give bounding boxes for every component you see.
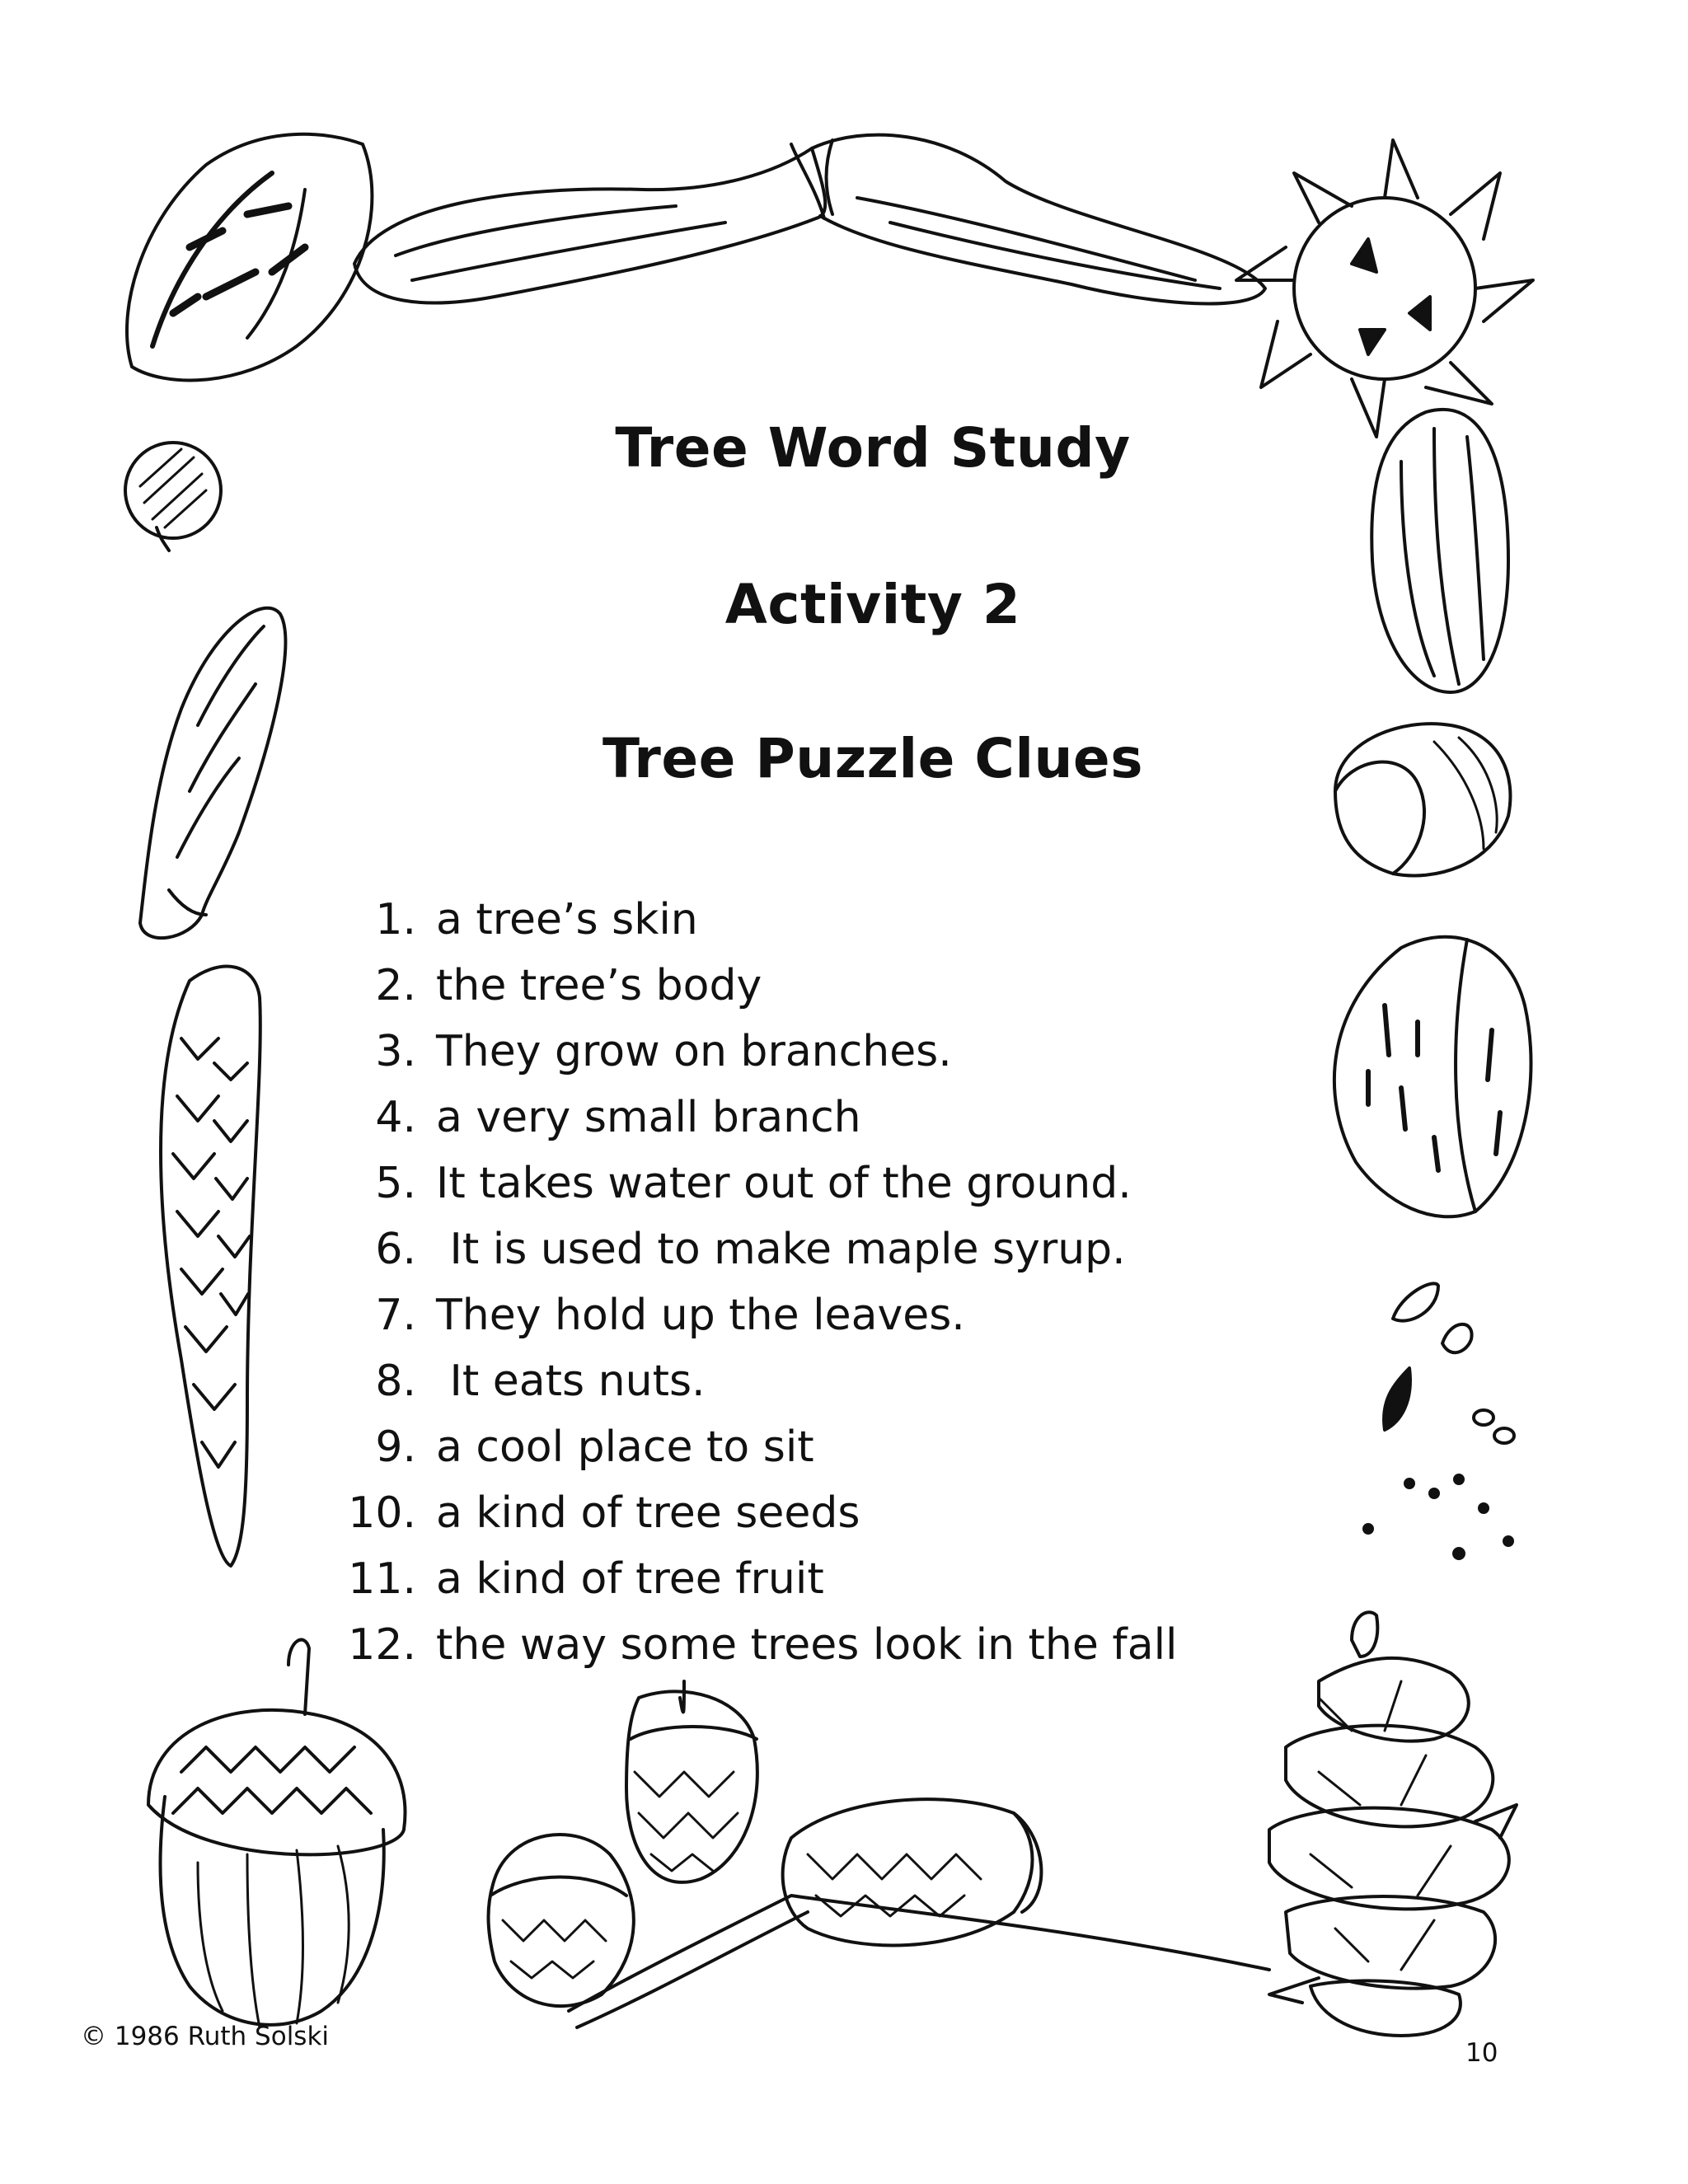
clue-number: 5. [375, 1159, 416, 1208]
acorn-icon [148, 1640, 406, 2027]
clue-text: the tree’s body [436, 961, 762, 1010]
long-cone-icon [161, 967, 260, 1566]
clue-item-3 [326, 1019, 1177, 1085]
clue-number: 6. [375, 1225, 416, 1274]
clue-number: 10. [348, 1488, 416, 1538]
clue-item-4 [326, 1085, 1177, 1151]
clue-text: a very small branch [436, 1093, 861, 1142]
clue-item-11 [326, 1546, 1177, 1612]
clue-text: the way some trees look in the fall [436, 1620, 1178, 1670]
clue-number: 4. [375, 1093, 416, 1142]
clue-item-6 [326, 1216, 1177, 1282]
clue-item-1 [326, 887, 1177, 953]
pine-cone-icon [1269, 1612, 1517, 2036]
clue-text: It eats nuts. [436, 1357, 706, 1406]
maple-seed-icon [354, 135, 1265, 304]
clue-number: 12. [348, 1620, 416, 1670]
clue-number: 2. [375, 961, 416, 1010]
page-number: 10 [1465, 2038, 1498, 2068]
clue-item-12 [326, 1612, 1177, 1678]
clue-item-5 [326, 1151, 1177, 1216]
clue-number: 9. [375, 1422, 416, 1472]
copyright-notice: © 1986 Ruth Solski [81, 2022, 330, 2051]
clue-text: They hold up the leaves. [436, 1291, 965, 1340]
clue-item-9 [326, 1414, 1177, 1480]
activity-heading: Activity 2 [724, 573, 1021, 636]
clue-text: a kind of tree fruit [436, 1554, 824, 1604]
pecan-nut-icon [127, 134, 372, 381]
clue-list [326, 887, 1177, 1678]
clue-text: It takes water out of the ground. [436, 1159, 1132, 1208]
clue-number: 1. [375, 895, 416, 944]
clue-text: It is used to make maple syrup. [436, 1225, 1126, 1274]
clue-item-10 [326, 1480, 1177, 1546]
spiky-chestnut-icon [1236, 140, 1533, 437]
clue-number: 11. [348, 1554, 416, 1604]
acorn-cluster-icon [489, 1681, 1270, 2027]
walnut-icon [1334, 937, 1531, 1217]
section-heading: Tree Puzzle Clues [603, 727, 1143, 790]
clue-number: 3. [375, 1027, 416, 1076]
clue-text: They grow on branches. [436, 1027, 952, 1076]
clue-item-8 [326, 1348, 1177, 1414]
clue-number: 7. [375, 1291, 416, 1340]
clue-text: a tree’s skin [436, 895, 698, 944]
clue-number: 8. [375, 1357, 416, 1406]
clue-item-7 [326, 1282, 1177, 1348]
clue-text: a kind of tree seeds [436, 1488, 860, 1538]
clue-item-2 [326, 953, 1177, 1019]
clue-text: a cool place to sit [436, 1422, 814, 1472]
page-title: Tree Word Study [615, 416, 1131, 480]
small-seeds-icon [1364, 1283, 1514, 1558]
